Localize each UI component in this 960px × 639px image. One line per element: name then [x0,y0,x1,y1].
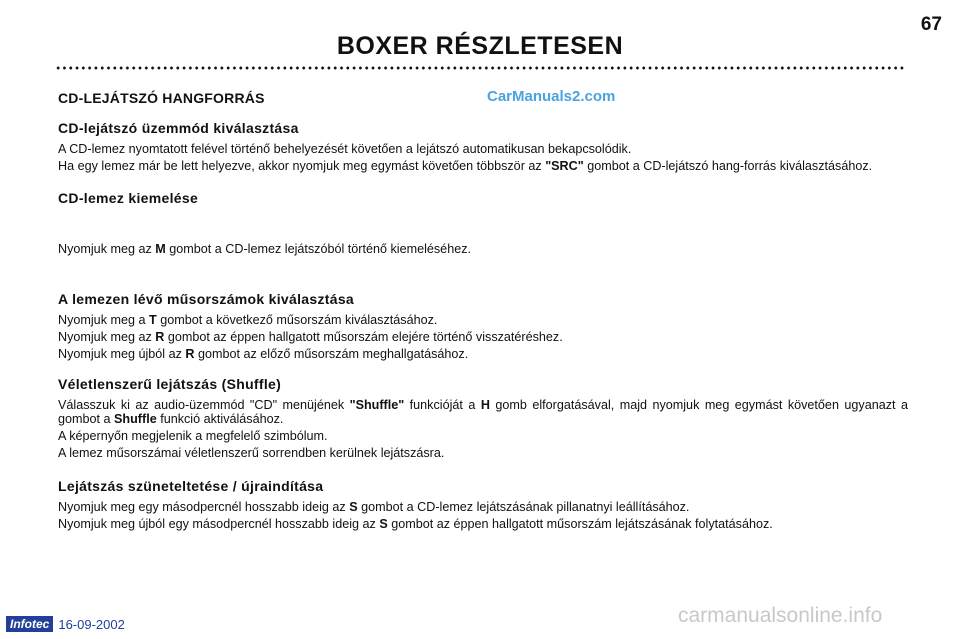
paragraph: Nyomjuk meg a T gombot a következő műsorszám kiválasztásához. [58,313,438,327]
page-number: 67 [920,14,942,35]
watermark-bottom: carmanualsonline.info [678,604,883,627]
page-title: BOXER RÉSZLETESEN [336,32,624,60]
paragraph: Nyomjuk meg az R gombot az éppen hallgatott műsorszám elejére történő visszatéréshez. [58,330,563,344]
paragraph: Válasszuk ki az audio-üzemmód "CD" menüjének "Shuffle" funkcióját a H gomb elforgatásával, majd nyomjuk meg egymást követően ugyanazt a gombot a Shuffle funkció aktiválásához. [58,398,908,426]
section-heading-select-mode: CD-lejátszó üzemmód kiválasztása [58,120,299,136]
paragraph: A lemez műsorszámai véletlenszerű sorrendben kerülnek lejátszásra. [58,446,445,460]
section-heading-track-select: A lemezen lévő műsorszámok kiválasztása [58,291,354,307]
section-heading-eject: CD-lemez kiemelése [58,190,199,206]
watermark-top: CarManuals2.com [487,88,616,105]
paragraph: Nyomjuk meg újból egy másodpercnél hosszabb ideig az S gombot az éppen hallgatott műsorszám lejátszásának folytatásához. [58,517,773,531]
content [58,90,908,534]
paragraph: Nyomjuk meg egy másodpercnél hosszabb ideig az S gombot a CD-lemez lejátszásának pillanatnyi leállításához. [58,500,690,514]
paragraph: Nyomjuk meg az M gombot a CD-lemez lejátszóból történő kiemeléséhez. [58,242,471,256]
paragraph: Nyomjuk meg újból az R gombot az előző műsorszám meghallgatásához. [58,347,469,361]
infotec-logo: Infotec [6,616,53,632]
main-heading: CD-LEJÁTSZÓ HANGFORRÁS [58,90,265,106]
paragraph: A képernyőn megjelenik a megfelelő szimbólum. [58,429,328,443]
paragraph: Ha egy lemez már be lett helyezve, akkor nyomjuk meg egymást követően többször az "SRC" gombot a CD-lejátszó hang-forrás kiválasztásához. [58,159,873,173]
paragraph: A CD-lemez nyomtatott felével történő behelyezését követően a lejátszó automatikusan bekapcsolódik. [58,142,632,156]
dotted-divider [55,66,905,70]
footer-date: 16-09-2002 [58,616,125,632]
footer [6,616,125,632]
section-heading-pause: Lejátszás szüneteltetése / újraindítása [58,478,324,494]
section-heading-shuffle: Véletlenszerű lejátszás (Shuffle) [58,376,282,392]
